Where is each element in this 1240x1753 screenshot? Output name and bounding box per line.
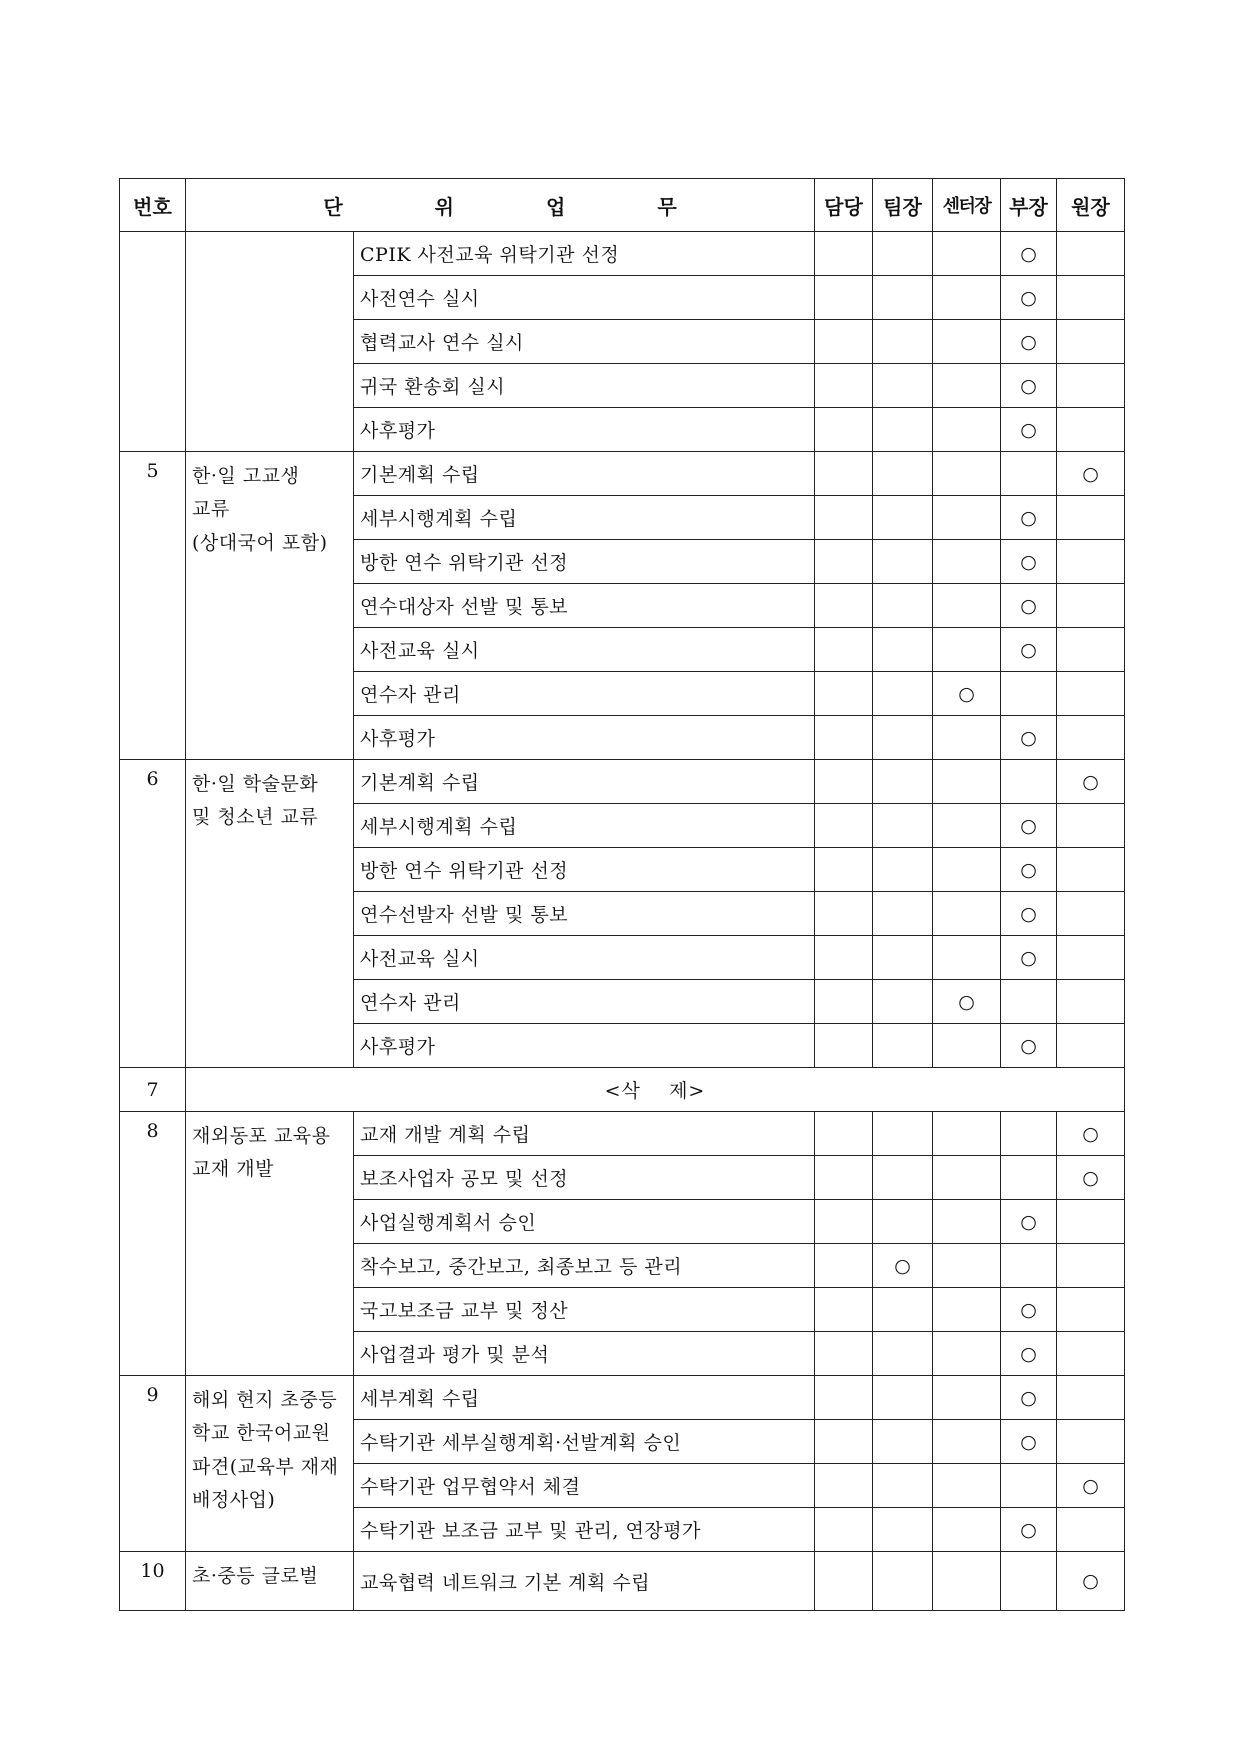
- task-name: 방한 연수 위탁기관 선정: [354, 540, 815, 584]
- approval-cell-team-leader: [873, 1112, 933, 1156]
- approval-mark-icon: ○: [1020, 902, 1037, 925]
- unit-task-line: 재외동포 교육용: [192, 1125, 331, 1147]
- unit-task-name: [186, 1552, 354, 1611]
- task-name: 보조사업자 공모 및 선정: [354, 1156, 815, 1200]
- approval-mark-icon: ○: [1020, 418, 1037, 441]
- approval-cell-center-director: [933, 892, 1001, 936]
- approval-cell-president: [1057, 1508, 1125, 1552]
- approval-cell-center-director: [933, 628, 1001, 672]
- unit-task-line: 한·일 학술문화: [192, 773, 319, 795]
- header-center-director: 센터장: [933, 179, 1001, 232]
- approval-cell-center-director: [933, 1420, 1001, 1464]
- task-name: 귀국 환송회 실시: [354, 364, 815, 408]
- approval-cell-staff: [815, 540, 873, 584]
- task-name: 교재 개발 계획 수립: [354, 1112, 815, 1156]
- approval-cell-department-head: [1001, 408, 1057, 452]
- approval-cell-team-leader: [873, 1464, 933, 1508]
- approval-cell-center-director: [933, 760, 1001, 804]
- approval-cell-center-director: [933, 232, 1001, 276]
- approval-cell-staff: [815, 1464, 873, 1508]
- approval-cell-center-director: [933, 496, 1001, 540]
- table-row: [120, 1112, 1125, 1156]
- approval-cell-president: [1057, 848, 1125, 892]
- approval-cell-president: [1057, 1552, 1125, 1611]
- unit-task-line: 및 청소년 교류: [192, 806, 319, 829]
- approval-mark-icon: ○: [1020, 594, 1037, 617]
- table-row: [120, 1552, 1125, 1611]
- table-row: [120, 452, 1125, 496]
- approval-cell-president: [1057, 716, 1125, 760]
- approval-cell-president: [1057, 276, 1125, 320]
- approval-cell-team-leader: [873, 364, 933, 408]
- row-number: [120, 232, 186, 452]
- header-unit-task-char: 무: [657, 194, 677, 219]
- approval-cell-president: [1057, 496, 1125, 540]
- approval-cell-center-director: [933, 1200, 1001, 1244]
- approval-cell-team-leader: [873, 276, 933, 320]
- approval-cell-center-director: [933, 1288, 1001, 1332]
- approval-cell-staff: [815, 1552, 873, 1611]
- header-unit-task-char: 업: [546, 194, 566, 219]
- approval-cell-center-director: [933, 1376, 1001, 1420]
- task-name: 사후평가: [354, 1024, 815, 1068]
- approval-mark-icon: ○: [1020, 1518, 1037, 1541]
- unit-task-name: [186, 1376, 354, 1552]
- approval-cell-staff: [815, 628, 873, 672]
- unit-task-line: 해외 현지 초중등: [192, 1389, 338, 1411]
- task-name: 사후평가: [354, 716, 815, 760]
- approval-cell-team-leader: [873, 980, 933, 1024]
- task-name: 기본계획 수립: [354, 452, 815, 496]
- approval-cell-staff: [815, 584, 873, 628]
- approval-cell-staff: [815, 716, 873, 760]
- approval-cell-department-head: [1001, 1332, 1057, 1376]
- approval-cell-department-head: [1001, 760, 1057, 804]
- approval-cell-staff: [815, 1244, 873, 1288]
- task-name: 착수보고, 중간보고, 최종보고 등 관리: [354, 1244, 815, 1288]
- approval-cell-staff: [815, 980, 873, 1024]
- task-name: 세부시행계획 수립: [354, 804, 815, 848]
- approval-cell-center-director: [933, 672, 1001, 716]
- task-name: 수탁기관 보조금 교부 및 관리, 연장평가: [354, 1508, 815, 1552]
- task-name: 세부계획 수립: [354, 1376, 815, 1420]
- approval-cell-staff: [815, 936, 873, 980]
- approval-cell-team-leader: [873, 1024, 933, 1068]
- task-name: 기본계획 수립: [354, 760, 815, 804]
- approval-cell-center-director: [933, 584, 1001, 628]
- approval-cell-staff: [815, 452, 873, 496]
- approval-cell-staff: [815, 320, 873, 364]
- approval-cell-president: [1057, 804, 1125, 848]
- approval-mark-icon: ○: [1020, 1298, 1037, 1321]
- task-name: 국고보조금 교부 및 정산: [354, 1288, 815, 1332]
- approval-mark-icon: ○: [1020, 946, 1037, 969]
- unit-task-line: 파견(교육부 재재: [192, 1455, 339, 1478]
- approval-mark-icon: ○: [1082, 770, 1099, 793]
- task-name: 연수대상자 선발 및 통보: [354, 584, 815, 628]
- approval-cell-team-leader: [873, 1156, 933, 1200]
- task-name: 수탁기관 업무협약서 체결: [354, 1464, 815, 1508]
- approval-cell-center-director: [933, 1112, 1001, 1156]
- approval-mark-icon: ○: [958, 682, 975, 705]
- unit-task-name: [186, 232, 354, 452]
- row-number: 10: [120, 1552, 186, 1611]
- approval-cell-department-head: [1001, 848, 1057, 892]
- approval-cell-team-leader: [873, 1420, 933, 1464]
- approval-cell-staff: [815, 1024, 873, 1068]
- task-name: 사전연수 실시: [354, 276, 815, 320]
- approval-mark-icon: ○: [1082, 1122, 1099, 1145]
- approval-cell-department-head: [1001, 1420, 1057, 1464]
- approval-mark-icon: ○: [1020, 330, 1037, 353]
- approval-cell-center-director: [933, 848, 1001, 892]
- approval-cell-staff: [815, 1420, 873, 1464]
- approval-cell-president: [1057, 1156, 1125, 1200]
- approval-cell-team-leader: [873, 760, 933, 804]
- approval-cell-staff: [815, 364, 873, 408]
- approval-cell-team-leader: [873, 408, 933, 452]
- header-department-head: 부장: [1001, 179, 1057, 232]
- approval-cell-department-head: [1001, 672, 1057, 716]
- approval-cell-department-head: [1001, 980, 1057, 1024]
- approval-cell-department-head: [1001, 1288, 1057, 1332]
- task-name: 연수자 관리: [354, 672, 815, 716]
- approval-mark-icon: ○: [1020, 1386, 1037, 1409]
- approval-cell-department-head: [1001, 1464, 1057, 1508]
- approval-cell-team-leader: [873, 1288, 933, 1332]
- task-name: 사업실행계획서 승인: [354, 1200, 815, 1244]
- approval-cell-staff: [815, 232, 873, 276]
- task-name: 협력교사 연수 실시: [354, 320, 815, 364]
- approval-mark-icon: ○: [1020, 286, 1037, 309]
- approval-cell-department-head: [1001, 892, 1057, 936]
- approval-cell-team-leader: [873, 804, 933, 848]
- task-name: 교육협력 네트워크 기본 계획 수립: [354, 1552, 815, 1611]
- approval-cell-department-head: [1001, 1508, 1057, 1552]
- approval-cell-center-director: [933, 1508, 1001, 1552]
- deleted-notice: <삭 제>: [186, 1068, 1125, 1112]
- approval-cell-president: [1057, 980, 1125, 1024]
- approval-cell-president: [1057, 232, 1125, 276]
- unit-task-line: 교류: [192, 498, 230, 521]
- approval-mark-icon: ○: [894, 1254, 911, 1277]
- table-row: [120, 1376, 1125, 1420]
- approval-cell-department-head: [1001, 1200, 1057, 1244]
- table-row: [120, 760, 1125, 804]
- task-name: 세부시행계획 수립: [354, 496, 815, 540]
- approval-cell-team-leader: [873, 584, 933, 628]
- approval-cell-president: [1057, 1288, 1125, 1332]
- approval-cell-staff: [815, 408, 873, 452]
- approval-cell-team-leader: [873, 1508, 933, 1552]
- task-name: 방한 연수 위탁기관 선정: [354, 848, 815, 892]
- approval-cell-team-leader: [873, 232, 933, 276]
- approval-cell-president: [1057, 760, 1125, 804]
- approval-cell-staff: [815, 804, 873, 848]
- approval-cell-president: [1057, 1112, 1125, 1156]
- approval-cell-president: [1057, 1376, 1125, 1420]
- approval-cell-staff: [815, 1156, 873, 1200]
- task-name: 사후평가: [354, 408, 815, 452]
- approval-cell-center-director: [933, 1244, 1001, 1288]
- header-team-leader: 팀장: [873, 179, 933, 232]
- approval-cell-department-head: [1001, 1156, 1057, 1200]
- row-number: 6: [120, 760, 186, 1068]
- row-number: 8: [120, 1112, 186, 1376]
- unit-task-line: 배정사업): [192, 1488, 276, 1511]
- task-name: CPIK 사전교육 위탁기관 선정: [354, 232, 815, 276]
- approval-mark-icon: ○: [1020, 374, 1037, 397]
- approval-cell-team-leader: [873, 716, 933, 760]
- approval-cell-president: [1057, 936, 1125, 980]
- approval-mark-icon: ○: [1020, 638, 1037, 661]
- approval-cell-center-director: [933, 1552, 1001, 1611]
- approval-cell-staff: [815, 672, 873, 716]
- approval-cell-president: [1057, 628, 1125, 672]
- approval-cell-department-head: [1001, 276, 1057, 320]
- header-unit-task: [186, 179, 815, 232]
- header-number: 번호: [120, 179, 186, 232]
- approval-cell-team-leader: [873, 452, 933, 496]
- approval-cell-president: [1057, 320, 1125, 364]
- approval-cell-department-head: [1001, 364, 1057, 408]
- approval-mark-icon: ○: [1020, 726, 1037, 749]
- table-body: [120, 232, 1125, 1611]
- approval-cell-center-director: [933, 1332, 1001, 1376]
- row-number: 5: [120, 452, 186, 760]
- approval-mark-icon: ○: [1020, 1034, 1037, 1057]
- approval-cell-department-head: [1001, 628, 1057, 672]
- approval-cell-department-head: [1001, 1112, 1057, 1156]
- table-row-deleted: [120, 1068, 1125, 1112]
- approval-cell-team-leader: [873, 672, 933, 716]
- task-name: 수탁기관 세부실행계획·선발계획 승인: [354, 1420, 815, 1464]
- approval-cell-center-director: [933, 1024, 1001, 1068]
- approval-cell-staff: [815, 1112, 873, 1156]
- header-staff: 담당: [815, 179, 873, 232]
- approval-cell-center-director: [933, 408, 1001, 452]
- approval-table: [119, 178, 1125, 1611]
- approval-cell-department-head: [1001, 1376, 1057, 1420]
- approval-cell-staff: [815, 848, 873, 892]
- approval-cell-center-director: [933, 540, 1001, 584]
- header-unit-task-char: 단: [323, 194, 343, 219]
- approval-cell-team-leader: [873, 496, 933, 540]
- approval-cell-team-leader: [873, 1332, 933, 1376]
- approval-cell-department-head: [1001, 496, 1057, 540]
- approval-cell-staff: [815, 496, 873, 540]
- approval-mark-icon: ○: [1020, 550, 1037, 573]
- unit-task-line: 한·일 고교생: [192, 465, 300, 487]
- approval-mark-icon: ○: [1082, 1474, 1099, 1497]
- approval-cell-president: [1057, 452, 1125, 496]
- task-name: 사전교육 실시: [354, 936, 815, 980]
- header-row: [120, 179, 1125, 232]
- approval-mark-icon: ○: [1020, 858, 1037, 881]
- approval-cell-center-director: [933, 716, 1001, 760]
- task-name: 사업결과 평가 및 분석: [354, 1332, 815, 1376]
- approval-cell-center-director: [933, 320, 1001, 364]
- approval-cell-staff: [815, 892, 873, 936]
- row-number: 7: [120, 1068, 186, 1112]
- approval-mark-icon: ○: [1020, 1342, 1037, 1365]
- task-name: 사전교육 실시: [354, 628, 815, 672]
- header-unit-task-char: 위: [434, 194, 454, 219]
- approval-cell-team-leader: [873, 320, 933, 364]
- approval-cell-department-head: [1001, 320, 1057, 364]
- unit-task-line: (상대국어 포함): [192, 531, 328, 554]
- approval-cell-department-head: [1001, 540, 1057, 584]
- approval-mark-icon: ○: [958, 990, 975, 1013]
- approval-cell-department-head: [1001, 584, 1057, 628]
- row-number: 9: [120, 1376, 186, 1552]
- approval-cell-team-leader: [873, 628, 933, 672]
- approval-cell-president: [1057, 364, 1125, 408]
- unit-task-line: 교재 개발: [192, 1158, 274, 1181]
- approval-cell-department-head: [1001, 1552, 1057, 1611]
- task-name: 연수선발자 선발 및 통보: [354, 892, 815, 936]
- approval-cell-center-director: [933, 1156, 1001, 1200]
- approval-cell-staff: [815, 1508, 873, 1552]
- approval-cell-department-head: [1001, 232, 1057, 276]
- approval-mark-icon: ○: [1020, 242, 1037, 265]
- approval-cell-staff: [815, 1332, 873, 1376]
- approval-mark-icon: ○: [1020, 1430, 1037, 1453]
- approval-cell-center-director: [933, 936, 1001, 980]
- header-president: 원장: [1057, 179, 1125, 232]
- unit-task-name: [186, 1112, 354, 1376]
- approval-cell-department-head: [1001, 1024, 1057, 1068]
- approval-cell-team-leader: [873, 1244, 933, 1288]
- approval-cell-staff: [815, 276, 873, 320]
- approval-cell-team-leader: [873, 1552, 933, 1611]
- approval-cell-center-director: [933, 452, 1001, 496]
- approval-cell-team-leader: [873, 892, 933, 936]
- approval-mark-icon: ○: [1020, 506, 1037, 529]
- approval-cell-president: [1057, 1332, 1125, 1376]
- approval-cell-department-head: [1001, 452, 1057, 496]
- approval-cell-team-leader: [873, 1200, 933, 1244]
- approval-cell-team-leader: [873, 1376, 933, 1420]
- approval-cell-president: [1057, 1420, 1125, 1464]
- approval-cell-center-director: [933, 364, 1001, 408]
- approval-mark-icon: ○: [1082, 1166, 1099, 1189]
- unit-task-name: [186, 452, 354, 760]
- approval-cell-president: [1057, 1244, 1125, 1288]
- approval-mark-icon: ○: [1082, 1570, 1099, 1592]
- approval-cell-staff: [815, 1376, 873, 1420]
- approval-cell-president: [1057, 1464, 1125, 1508]
- approval-cell-center-director: [933, 1464, 1001, 1508]
- table-row: [120, 232, 1125, 276]
- approval-cell-team-leader: [873, 848, 933, 892]
- approval-cell-president: [1057, 892, 1125, 936]
- approval-cell-staff: [815, 1288, 873, 1332]
- approval-mark-icon: ○: [1082, 462, 1099, 485]
- approval-cell-department-head: [1001, 1244, 1057, 1288]
- approval-cell-staff: [815, 1200, 873, 1244]
- approval-cell-department-head: [1001, 804, 1057, 848]
- approval-cell-center-director: [933, 276, 1001, 320]
- unit-task-line: 학교 한국어교원: [192, 1422, 331, 1445]
- approval-mark-icon: ○: [1020, 1210, 1037, 1233]
- unit-task-name: [186, 760, 354, 1068]
- approval-cell-president: [1057, 408, 1125, 452]
- approval-cell-president: [1057, 584, 1125, 628]
- approval-cell-staff: [815, 760, 873, 804]
- approval-cell-president: [1057, 1200, 1125, 1244]
- approval-cell-president: [1057, 1024, 1125, 1068]
- task-name: 연수자 관리: [354, 980, 815, 1024]
- approval-cell-team-leader: [873, 936, 933, 980]
- approval-cell-president: [1057, 540, 1125, 584]
- approval-cell-department-head: [1001, 716, 1057, 760]
- approval-cell-center-director: [933, 804, 1001, 848]
- unit-task-line: 초·중등 글로벌: [192, 1565, 319, 1587]
- approval-cell-president: [1057, 672, 1125, 716]
- approval-cell-department-head: [1001, 936, 1057, 980]
- approval-cell-center-director: [933, 980, 1001, 1024]
- approval-mark-icon: ○: [1020, 814, 1037, 837]
- approval-cell-team-leader: [873, 540, 933, 584]
